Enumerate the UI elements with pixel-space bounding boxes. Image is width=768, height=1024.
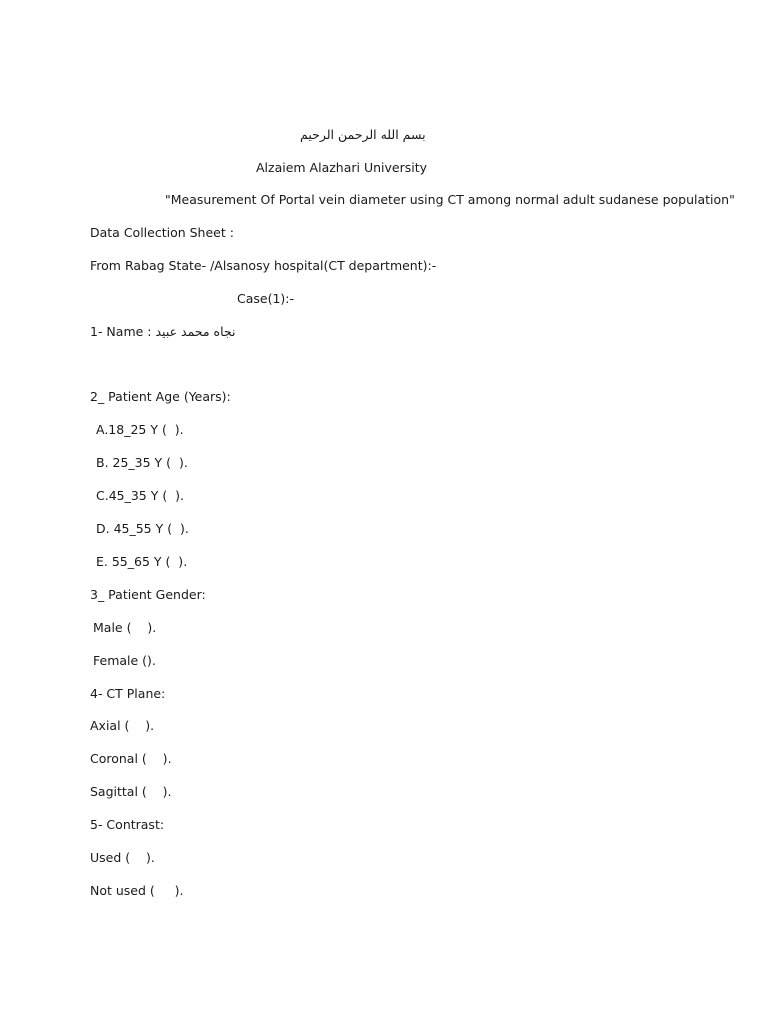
university-name: Alzaiem Alazhari University [256, 160, 428, 175]
research-title: "Measurement Of Portal vein diameter using CT among normal adult sudanese population" [165, 192, 735, 207]
contrast-option: Not used ( ). [90, 883, 184, 898]
name-value: نجاه محمد عبيد [155, 324, 236, 339]
name-field [90, 324, 235, 340]
contrast-option: Used ( ). [90, 850, 155, 865]
gender-question: 3_ Patient Gender: [90, 587, 206, 602]
name-label: 1- Name : [90, 324, 156, 339]
gender-option: Female (). [93, 653, 156, 668]
plane-option: Coronal ( ). [90, 751, 172, 766]
contrast-question: 5- Contrast: [90, 817, 165, 832]
sheet-heading: Data Collection Sheet : [90, 225, 234, 240]
age-option: B. 25_35 Y ( ). [96, 455, 188, 470]
plane-option: Axial ( ). [90, 718, 155, 733]
age-option: E. 55_65 Y ( ). [96, 554, 188, 569]
age-option: C.45_35 Y ( ). [96, 488, 185, 503]
hospital-source: From Rabag State- /Alsanosy hospital(CT department):- [90, 258, 437, 273]
basmala: بسم الله الرحمن الرحيم [300, 127, 426, 142]
age-option: A.18_25 Y ( ). [96, 422, 184, 437]
case-label: Case(1):- [237, 291, 295, 306]
gender-option: Male ( ). [93, 620, 157, 635]
plane-question: 4- CT Plane: [90, 686, 166, 701]
age-option: D. 45_55 Y ( ). [96, 521, 189, 536]
plane-option: Sagittal ( ). [90, 784, 172, 799]
age-question: 2_ Patient Age (Years): [90, 389, 231, 404]
